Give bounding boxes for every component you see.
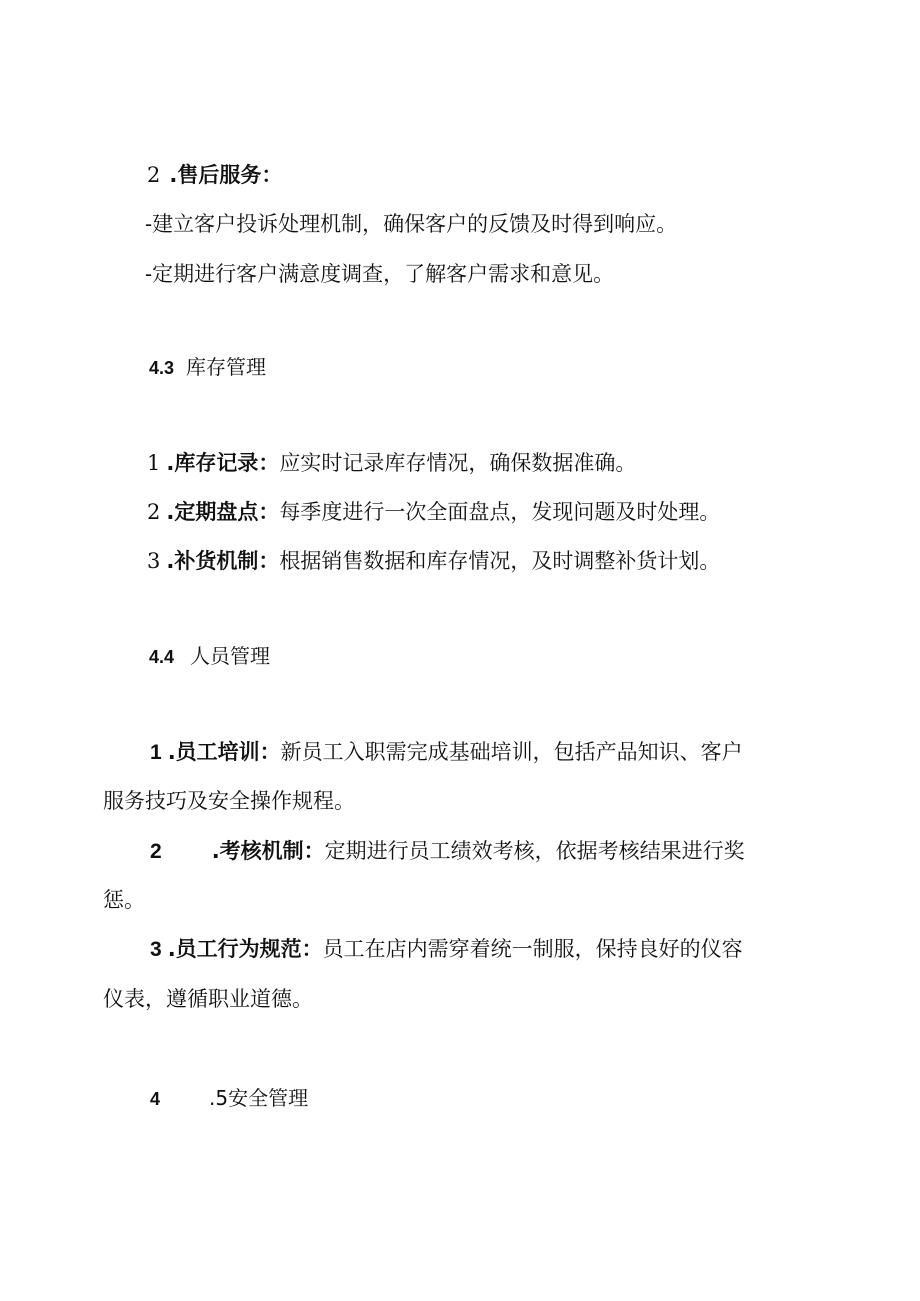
after-sales-item-2: -定期进行客户满意度调查，了解客户需求和意见。 bbox=[145, 262, 615, 286]
section-4-4-item-2-text-line2: 惩。 bbox=[103, 888, 145, 912]
section-4-4-item-1-number: 1 bbox=[150, 741, 162, 764]
section-4-3-item-1 bbox=[147, 448, 636, 478]
section-4-4-item-3 bbox=[150, 934, 743, 965]
section-4-4-item-2-label: .考核机制： bbox=[211, 839, 325, 863]
section-4-3-item-1-label: .库存记录： bbox=[166, 451, 280, 475]
section-4-3-item-1-number: 1 bbox=[147, 451, 161, 475]
after-sales-heading bbox=[147, 160, 282, 190]
section-4-3-number: 4.3 bbox=[149, 358, 175, 378]
after-sales-title: .售后服务： bbox=[169, 163, 283, 187]
section-4-3-item-3-label: .补货机制： bbox=[166, 549, 280, 573]
section-4-4-item-1 bbox=[150, 737, 743, 768]
section-4-4-number: 4.4 bbox=[149, 647, 175, 667]
section-4-4-item-1-text-line1: 新员工入职需完成基础培训，包括产品知识、客户 bbox=[280, 740, 743, 764]
section-4-3-item-2-text: 每季度进行一次全面盘点，发现问题及时处理。 bbox=[279, 500, 721, 524]
section-4-4-item-3-text-line1: 员工在店内需穿着统一制服，保持良好的仪容 bbox=[322, 937, 743, 961]
section-4-3-item-3 bbox=[147, 546, 720, 576]
section-4-5-title: .5安全管理 bbox=[209, 1086, 309, 1110]
section-4-4-item-2-text-line1: 定期进行员工绩效考核，依据考核结果进行奖 bbox=[324, 839, 745, 863]
section-4-4-item-1-label: .员工培训： bbox=[167, 740, 281, 764]
section-4-4-heading bbox=[149, 641, 270, 672]
section-4-5-heading bbox=[150, 1083, 308, 1114]
section-4-4-item-3-label: .员工行为规范： bbox=[167, 937, 323, 961]
section-4-4-item-3-number: 3 bbox=[150, 938, 162, 961]
section-4-3-item-3-number: 3 bbox=[147, 549, 161, 573]
after-sales-number: 2 bbox=[147, 163, 161, 187]
section-4-3-heading bbox=[149, 352, 266, 383]
section-4-3-item-2-label: .定期盘点： bbox=[166, 500, 280, 524]
section-4-3-item-1-text: 应实时记录库存情况，确保数据准确。 bbox=[279, 451, 637, 475]
section-4-4-item-1-text-line2: 服务技巧及安全操作规程。 bbox=[103, 789, 355, 813]
section-4-3-title: 库存管理 bbox=[186, 355, 267, 379]
section-4-5-number: 4 bbox=[150, 1089, 161, 1109]
section-4-3-item-2 bbox=[147, 497, 720, 527]
section-4-4-item-2 bbox=[150, 836, 745, 867]
after-sales-item-1: -建立客户投诉处理机制，确保客户的反馈及时得到响应。 bbox=[145, 212, 678, 236]
section-4-4-title: 人员管理 bbox=[190, 644, 271, 668]
section-4-3-item-2-number: 2 bbox=[147, 500, 161, 524]
section-4-4-item-3-text-line2: 仪表，遵循职业道德。 bbox=[103, 987, 313, 1011]
section-4-4-item-2-number: 2 bbox=[150, 840, 162, 863]
section-4-3-item-3-text: 根据销售数据和库存情况，及时调整补货计划。 bbox=[279, 549, 721, 573]
